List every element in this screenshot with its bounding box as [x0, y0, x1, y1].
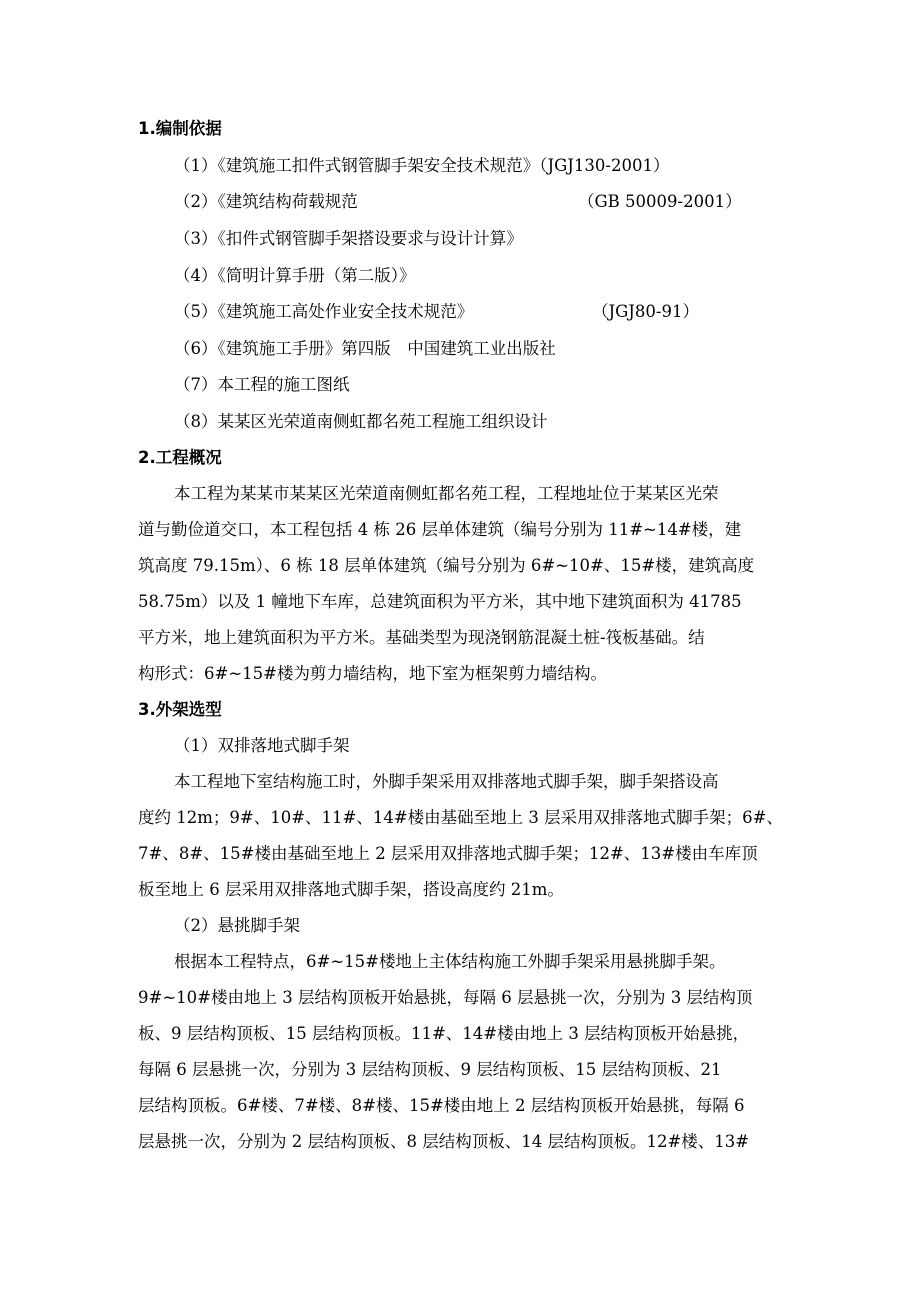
paragraph-line: 9#~10#楼由地上 3 层结构顶板开始悬挑，每隔 6 层悬挑一次，分别为 3 层结构顶	[138, 988, 753, 1007]
reference-item	[174, 300, 699, 324]
paragraph-line: 平方米，地上建筑面积为平方米。基础类型为现浇钢筋混凝土桩-筏板基础。结	[138, 628, 705, 647]
section-heading: 2.工程概况	[138, 448, 222, 467]
reference-item	[174, 337, 556, 361]
reference-item	[174, 227, 523, 251]
reference-title: （4）《简明计算手册（第二版）》	[174, 266, 416, 285]
reference-title: （6）《建筑施工手册》第四版 中国建筑工业出版社	[174, 339, 556, 358]
paragraph-line: 7#、8#、15#楼由基础至地上 2 层采用双排落地式脚手架；12#、13#楼由车库顶	[138, 844, 758, 863]
paragraph-line: 本工程为某某市某某区光荣道南侧虹都名苑工程，工程地址位于某某区光荣	[174, 484, 719, 503]
paragraph-line: 板、9 层结构顶板、15 层结构顶板。11#、14#楼由地上 3 层结构顶板开始悬挑，	[138, 1024, 750, 1043]
reference-title: （1）《建筑施工扣件式钢管脚手架安全技术规范》（JGJ130-2001）	[174, 156, 670, 175]
reference-code: （JGJ80-91）	[592, 302, 699, 321]
paragraph-line: 根据本工程特点，6#~15#楼地上主体结构施工外脚手架采用悬挑脚手架。	[174, 952, 726, 971]
paragraph-line: 每隔 6 层悬挑一次，分别为 3 层结构顶板、9 层结构顶板、15 层结构顶板、21	[138, 1060, 722, 1079]
reference-item	[174, 154, 669, 178]
paragraph-line: 构形式：6#~15#楼为剪力墙结构，地下室为框架剪力墙结构。	[138, 664, 607, 683]
reference-item	[174, 410, 548, 434]
reference-title: （7）本工程的施工图纸	[174, 375, 350, 394]
subsection-title: （1）双排落地式脚手架	[174, 736, 350, 755]
reference-item	[174, 264, 416, 288]
reference-item	[174, 373, 350, 397]
paragraph-line: 板至地上 6 层采用双排落地式脚手架，搭设高度约 21m。	[138, 880, 564, 899]
section-heading: 1.编制依据	[138, 119, 222, 138]
paragraph-line: 度约 12m；9#、10#、11#、14#楼由基础至地上 3 层采用双排落地式脚手架；6#、	[138, 808, 783, 827]
paragraph-line: 本工程地下室结构施工时，外脚手架采用双排落地式脚手架，脚手架搭设高	[174, 772, 719, 791]
reference-code: （GB 50009-2001）	[578, 192, 742, 211]
paragraph-line: 层悬挑一次，分别为 2 层结构顶板、8 层结构顶板、14 层结构顶板。12#楼、13#	[138, 1132, 750, 1151]
section-heading: 3.外架选型	[138, 700, 222, 719]
paragraph-line: 58.75m）以及 1 幢地下车库，总建筑面积为平方米，其中地下建筑面积为 41785	[138, 592, 742, 611]
paragraph-line: 层结构顶板。6#楼、7#楼、8#楼、15#楼由地上 2 层结构顶板开始悬挑，每隔 6	[138, 1096, 745, 1115]
paragraph-line: 道与勤俭道交口，本工程包括 4 栋 26 层单体建筑（编号分别为 11#~14#楼，建	[138, 520, 742, 539]
reference-title: （2）《建筑结构荷载规范	[174, 192, 358, 211]
reference-title: （8）某某区光荣道南侧虹都名苑工程施工组织设计	[174, 412, 548, 431]
reference-title: （5）《建筑施工高处作业安全技术规范》	[174, 302, 474, 321]
subsection-title: （2）悬挑脚手架	[174, 916, 300, 935]
reference-item	[174, 190, 742, 214]
reference-title: （3）《扣件式钢管脚手架搭设要求与设计计算》	[174, 229, 523, 248]
paragraph-line: 筑高度 79.15m）、6 栋 18 层单体建筑（编号分别为 6#~10#、15#楼，建筑高度	[138, 556, 755, 575]
